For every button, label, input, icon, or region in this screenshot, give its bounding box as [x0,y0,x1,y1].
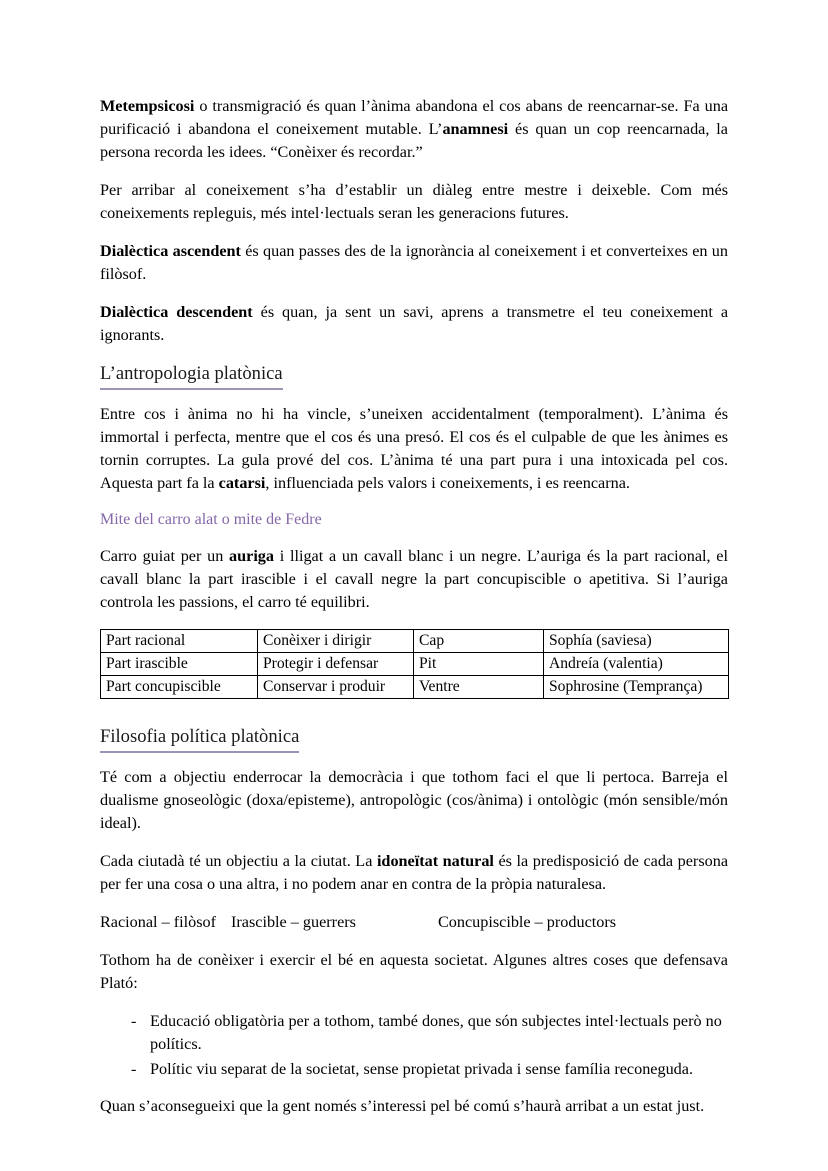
paragraph-dialectica-descendent [100,301,728,347]
row-classes-socials [100,911,728,934]
table-cell: Andreía (valentia) [544,652,729,675]
table-cell: Protegir i defensar [258,652,414,675]
heading-antropologia-platonica [100,362,728,390]
term-catarsi: catarsi [218,474,266,493]
paragraph-objectiu-democracia: Té com a objectiu enderrocar la democràcia i que tothom faci el que li pertoca. Barreja el dualisme gnoseològic (doxa/episteme), antropològic (cos/ànima) i ontològic (món sensible/món ideal). [100,768,728,833]
term-dialectica-ascendent: Dialèctica ascendent [100,242,241,260]
dash-marker-icon: - [131,1012,137,1031]
table-row [101,629,729,652]
term-dialectica-descendent: Dialèctica descendent [100,303,253,321]
table-row [101,676,729,699]
term-anamnesi: anamnesi [442,120,509,138]
paragraph-entre-cos-text2: , influenciada pels valors i coneixements, i es reencarna. [265,474,630,493]
paragraph-cada-ciutada-text1: Cada ciutadà té un objectiu a la ciutat. La [100,852,377,871]
paragraph-carro-text2: i lligat a un cavall blanc i un negre. L’auriga és la part racional, el cavall blanc la part irascible i el cavall negre la part concupiscible o apetitiva. Si l’auriga controla les passions, el carro té equilibri. [100,546,728,611]
paragraph-dialectica-ascendent [100,240,728,286]
class-racional: Racional – filòsof [100,913,216,932]
term-metempsicosi: Metempsicosi [100,97,195,115]
paragraph-dialectica-ascendent-text: és quan passes des de la ignorància al coneixement i et converteixes en un filòsof. [100,242,728,283]
table-parts-de-lanima [100,629,729,699]
list-item-label: Polític viu separat de la societat, sense propietat privada i sense família reconeguda. [150,1059,693,1078]
class-concupiscible: Concupiscible – productors [438,913,617,932]
paragraph-entre-cos-text1: Entre cos i ànima no hi ha vincle, s’uneixen accidentalment (temporalment). L’ànima és immortal i perfecta, mentre que el cos és una presó. El cos és el culpable de que les ànimes es tornin corruptes. La gula prové del cos. L’ànima té una part pura i una intoxicada pel cos. Aquesta part fa la [100,405,728,493]
paragraph-cada-ciutada-text2: és la predisposició de cada persona per fer una cosa o una altra, i no podem anar en contra de la pròpia naturalesa. [100,852,728,894]
paragraph-entre-cos-i-anima [100,403,728,495]
paragraph-metempsicosi [100,95,728,164]
table-row [101,652,729,675]
table-cell: Sophía (saviesa) [544,629,729,652]
list-coses-defensava-plato [100,1010,728,1080]
subheading-mite-del-carro-alat: Mite del carro alat o mite de Fedre [100,511,322,529]
table-cell: Part racional [101,629,258,652]
paragraph-dialeg: Per arribar al coneixement s’ha d’establir un diàleg entre mestre i deixeble. Com més coneixements repleguis, més intel·lectuals seran les generacions futures. [100,181,728,222]
paragraph-tothom-be: Tothom ha de conèixer i exercir el bé en aquesta societat. Algunes altres coses que defensava Plató: [100,951,728,993]
paragraph-cada-ciutada [100,850,728,896]
heading-filosofia-politica-platonica-text: Filosofia política platònica [100,725,299,753]
paragraph-carro-text1: Carro guiat per un [100,546,230,565]
term-auriga: auriga [229,546,274,565]
list-item [100,1010,728,1056]
dash-marker-icon: - [131,1059,137,1078]
paragraph-metempsicosi-text1: o transmigració és quan l’ànima abandona el cos abans de reencarnar-se. Fa una purificació i abandona el coneixement mutable. L’ [100,97,728,138]
paragraph-metempsicosi-text2: és quan un cop reencarnada, la persona recorda les idees. “Conèixer és recordar.” [100,120,728,161]
heading-antropologia-platonica-text: L’antropologia platònica [100,362,283,390]
table-cell: Conservar i produir [258,676,414,699]
paragraph-carro-guiat [100,545,728,614]
table-cell: Pit [414,652,544,675]
class-irascible: Irascible – guerrers [231,913,356,932]
table-cell: Part concupiscible [101,676,258,699]
list-item [100,1058,728,1081]
document-body [100,95,728,1118]
list-item-label: Educació obligatòria per a tothom, també dones, que són subjectes intel·lectuals però no polítics. [150,1012,722,1054]
table-cell: Sophrosine (Temprança) [544,676,729,699]
table-cell: Cap [414,629,544,652]
table-cell: Part irascible [101,652,258,675]
table-cell: Conèixer i dirigir [258,629,414,652]
heading-filosofia-politica-platonica [100,725,728,753]
term-idoneitat-natural: idoneïtat natural [376,852,494,871]
paragraph-dialectica-descendent-text: és quan, ja sent un savi, aprens a transmetre el teu coneixement a ignorants. [100,303,729,344]
paragraph-estat-just: Quan s’aconsegueixi que la gent només s’interessi pel bé comú s’haurà arribat a un estat just. [100,1096,705,1115]
table-cell: Ventre [414,676,544,699]
